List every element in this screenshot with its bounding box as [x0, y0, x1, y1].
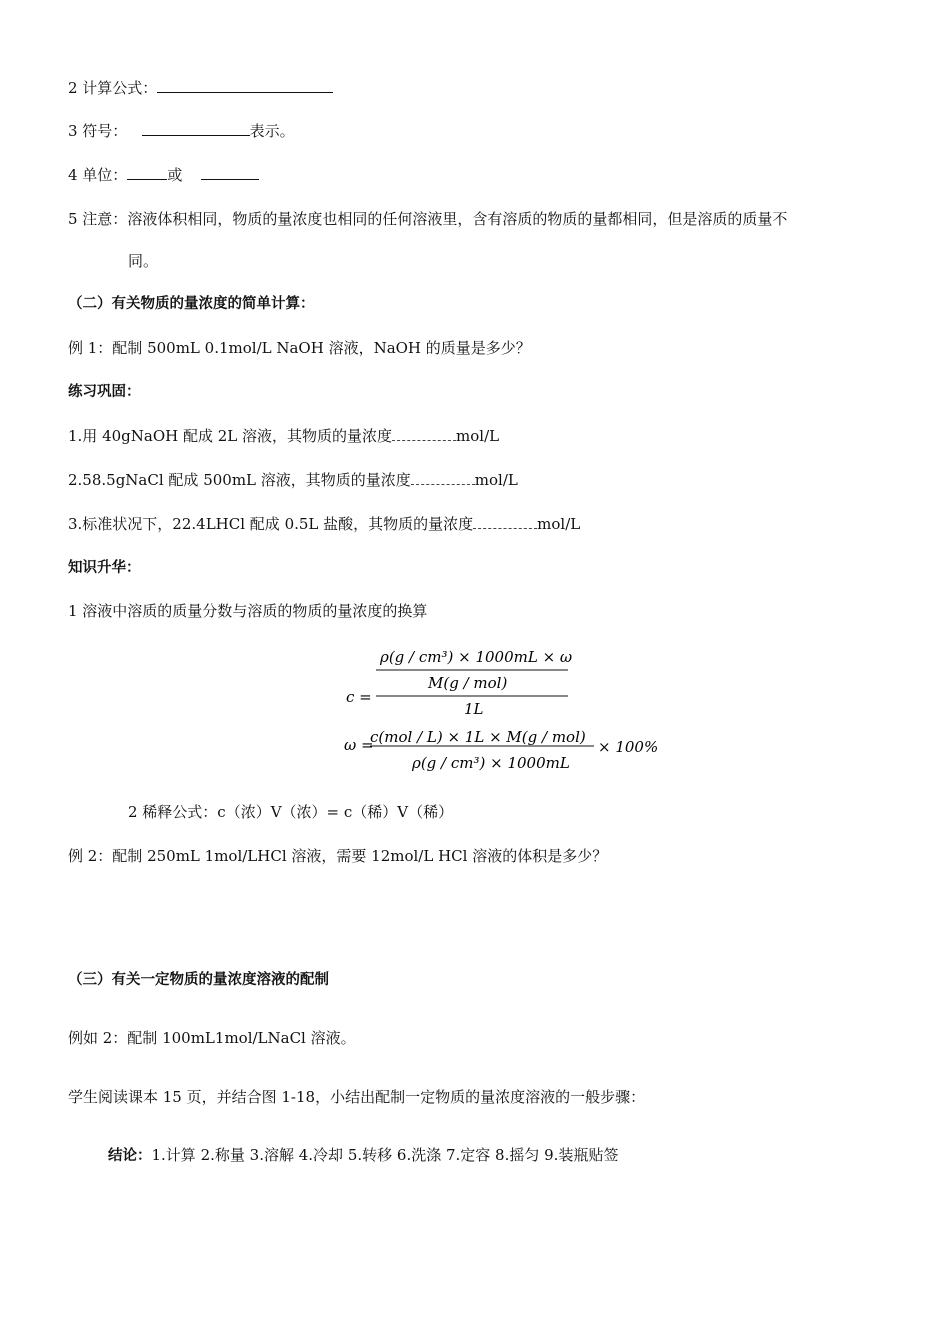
c-inner-denominator: M(g / mol): [428, 674, 508, 692]
note-item: [68, 209, 787, 229]
section3-heading: （三）有关一定物质的量浓度溶液的配制: [68, 972, 329, 988]
practice-unit-3: mol/L: [537, 515, 581, 533]
concentration-formula: [340, 640, 680, 780]
reading-instruction: 学生阅读课本 15 页，并结合图 1-18，小结出配制一定物质的量浓度溶液的一般步骤：: [68, 1088, 646, 1106]
symbol-blank[interactable]: [142, 121, 250, 136]
practice-heading: 练习巩固：: [68, 384, 141, 400]
unit-blank-2[interactable]: [201, 165, 259, 180]
example2: 例 2：配制 250mL 1mol/LHCl 溶液，需要 12mol/L HCl 溶液的体积是多少？: [68, 847, 608, 865]
practice-item-1: [68, 426, 499, 446]
practice-item-2: [68, 470, 518, 490]
practice-unit-2: mol/L: [474, 471, 518, 489]
w-denominator: ρ(g / cm³) × 1000mL: [412, 754, 570, 772]
practice-blank-3[interactable]: [473, 514, 537, 529]
conclusion: [108, 1145, 618, 1166]
note-text-2: 同。: [128, 252, 159, 270]
practice-unit-1: mol/L: [456, 427, 500, 445]
practice-blank-2[interactable]: [411, 470, 475, 485]
dilution-formula: 2 稀释公式：c（浓）V（浓）= c（稀）V（稀）: [128, 803, 454, 821]
unit-or: 或: [167, 166, 183, 184]
practice-prefix-1: 1.用 40gNaOH 配成 2L 溶液，其物质的量浓度: [68, 427, 393, 445]
practice-prefix-2: 2.58.5gNaCl 配成 500mL 溶液，其物质的量浓度: [68, 471, 411, 489]
w-tail: × 100%: [598, 738, 659, 756]
w-numerator: c(mol / L) × 1L × M(g / mol): [370, 728, 586, 746]
conclusion-text: 1.计算 2.称量 3.溶解 4.冷却 5.转移 6.洗涤 7.定容 8.摇匀 9.装瓶贴签: [151, 1146, 619, 1164]
section3-example: 例如 2：配制 100mL1mol/LNaCl 溶液。: [68, 1029, 356, 1047]
unit-blank-1[interactable]: [127, 165, 167, 180]
note-text-1: 溶液体积相同，物质的量浓度也相同的任何溶液里，含有溶质的物质的量都相同，但是溶质的质量不: [127, 210, 788, 228]
c-numerator: ρ(g / cm³) × 1000mL × ω: [380, 648, 573, 666]
example1: 例 1：配制 500mL 0.1mol/L NaOH 溶液，NaOH 的质量是多少？: [68, 339, 531, 357]
section2-heading: （二）有关物质的量浓度的简单计算：: [68, 296, 315, 312]
unit-item: [68, 165, 259, 185]
c-lhs: c =: [346, 688, 372, 706]
practice-blank-1[interactable]: [392, 426, 456, 441]
unit-label: 4 单位：: [68, 166, 128, 184]
upgrade-heading: 知识升华：: [68, 560, 141, 576]
symbol-label: 3 符号：: [68, 122, 128, 140]
formula-blank[interactable]: [157, 78, 333, 93]
note-label: 5 注意：: [68, 210, 128, 228]
symbol-item: [68, 121, 295, 141]
formula-label: 2 计算公式：: [68, 79, 158, 97]
formula-item: [68, 78, 333, 98]
conclusion-label: 结论：: [108, 1148, 152, 1164]
practice-item-3: [68, 514, 580, 534]
w-lhs: ω =: [344, 736, 374, 754]
conversion-title: 1 溶液中溶质的质量分数与溶质的物质的量浓度的换算: [68, 602, 428, 620]
formula-graphic: [340, 640, 680, 780]
c-outer-denominator: 1L: [464, 700, 484, 718]
symbol-suffix: 表示。: [249, 122, 295, 140]
practice-prefix-3: 3.标准状况下，22.4LHCl 配成 0.5L 盐酸，其物质的量浓度: [68, 515, 474, 533]
